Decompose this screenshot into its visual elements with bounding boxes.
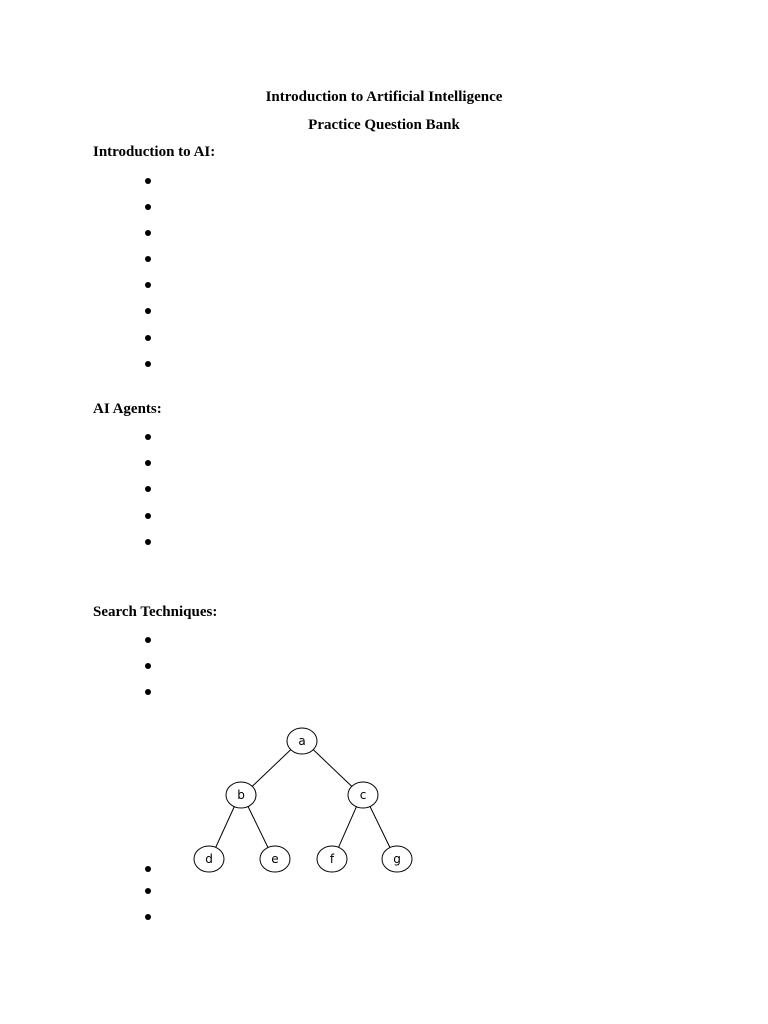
document-title: Introduction to Artificial Intelligence xyxy=(265,89,503,105)
list-item-bullet xyxy=(145,460,151,466)
tree-node-label: e xyxy=(271,852,279,866)
tree-nodes xyxy=(194,728,412,872)
tree-edge-b-d xyxy=(216,807,235,848)
list-item-bullet xyxy=(145,866,151,872)
list-item-bullet xyxy=(145,335,151,341)
list-item-bullet xyxy=(145,256,151,262)
binary-tree-diagram xyxy=(185,720,425,880)
list-item-bullet xyxy=(145,689,151,695)
tree-node-label: c xyxy=(359,788,367,802)
section-heading-ai-agents: AI Agents: xyxy=(93,401,162,417)
section-heading-search-techniques: Search Techniques: xyxy=(93,604,218,620)
tree-edge-a-c xyxy=(313,750,352,787)
tree-node-label: b xyxy=(237,788,245,802)
tree-edge-c-g xyxy=(370,806,390,847)
section-heading-intro-to-ai: Introduction to AI: xyxy=(93,144,216,160)
tree-node-d xyxy=(194,846,224,872)
tree-edge-a-b xyxy=(252,750,291,787)
tree-node-label: f xyxy=(329,852,335,866)
list-item-bullet xyxy=(145,486,151,492)
list-item-bullet xyxy=(145,637,151,643)
tree-node-c xyxy=(348,782,378,808)
list-item-bullet xyxy=(145,663,151,669)
tree-node-f xyxy=(317,846,347,872)
tree-node-label: g xyxy=(393,852,401,866)
tree-node-label: d xyxy=(205,852,213,866)
tree-node-e xyxy=(260,846,290,872)
list-item-bullet xyxy=(145,361,151,367)
tree-edge-b-e xyxy=(248,806,268,847)
tree-node-a xyxy=(287,728,317,754)
tree-edge-c-f xyxy=(339,807,357,848)
list-item-bullet xyxy=(145,204,151,210)
tree-node-b xyxy=(226,782,256,808)
document-subtitle: Practice Question Bank xyxy=(308,117,460,133)
list-item-bullet xyxy=(145,178,151,184)
list-item-bullet xyxy=(145,434,151,440)
list-item-bullet xyxy=(145,230,151,236)
list-item-bullet xyxy=(145,539,151,545)
tree-node-label: a xyxy=(298,734,306,748)
list-item-bullet xyxy=(145,282,151,288)
list-item-bullet xyxy=(145,888,151,894)
tree-node-g xyxy=(382,846,412,872)
list-item-bullet xyxy=(145,914,151,920)
list-item-bullet xyxy=(145,308,151,314)
list-item-bullet xyxy=(145,513,151,519)
